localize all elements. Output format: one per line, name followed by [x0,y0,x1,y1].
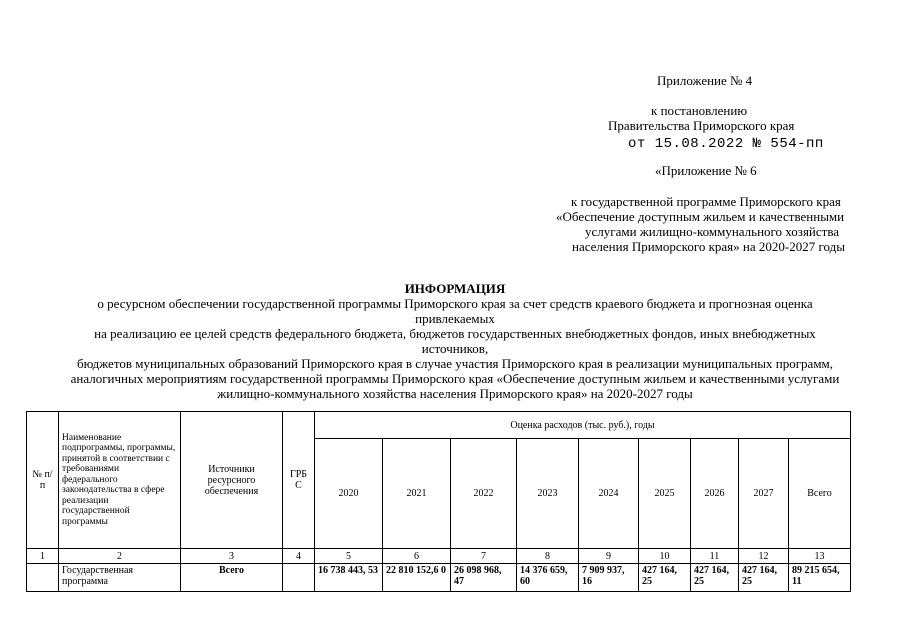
subtitle-line-3: на реализацию ее целей средств федерального бюджета, бюджетов государственных внебюджетных фондов, иных внебюджетных [94,326,816,341]
year-header: 2021 [383,439,451,549]
data-row-program [27,564,851,592]
subtitle-line-6: аналогичных мероприятиям государственной программы Приморского края «Обеспечение доступным жильем и качественными услугами [70,371,840,386]
value-cell: 26 098 968, 47 [451,564,517,592]
index-cell: 5 [315,549,383,564]
index-cell: 10 [639,549,691,564]
value-cell: 14 376 659, 60 [517,564,579,592]
appendix-government: Правительства Приморского края [608,118,795,133]
resource-table [26,411,851,592]
year-header: 2022 [451,439,517,549]
program-line-2: «Обеспечение доступным жильем и качественными [556,209,845,224]
row-source: Всего [181,564,283,592]
appendix-6-label: «Приложение № 6 [655,163,757,178]
document-title: ИНФОРМАЦИЯ [404,281,506,296]
year-header: 2025 [639,439,691,549]
index-row [27,549,851,564]
year-header: 2020 [315,439,383,549]
index-cell: 4 [283,549,315,564]
col-estimate-header: Оценка расходов (тыс. руб.), годы [315,412,851,439]
col-name-header: Наименование подпрограммы, программы, принятой в соответствии с требованиями федерального законодательства в сфере реализации государственной программы [59,412,181,549]
row-name: Государственная программа [59,564,181,592]
subtitle-line-5: бюджетов муниципальных образований Приморского края в случае участия Приморского края в реализации муниципальных программ, [76,356,834,371]
index-cell: 7 [451,549,517,564]
index-cell: 13 [789,549,851,564]
index-cell: 6 [383,549,451,564]
total-value-cell: 89 215 654, 11 [789,564,851,592]
total-header: Всего [789,439,851,549]
value-cell: 427 164, 25 [639,564,691,592]
subtitle-line-2: привлекаемых [415,311,495,326]
value-cell: 427 164, 25 [691,564,739,592]
program-line-3: услугами жилищно-коммунального хозяйства [585,224,840,239]
index-cell: 12 [739,549,789,564]
index-cell: 11 [691,549,739,564]
program-line-1: к государственной программе Приморского края [571,194,841,209]
index-cell: 9 [579,549,639,564]
value-cell: 16 738 443, 53 [315,564,383,592]
year-header: 2026 [691,439,739,549]
subtitle-line-1: о ресурсном обеспечении государственной программы Приморского края за счет средств краевого бюджета и прогнозная оценка [97,296,813,311]
value-cell: 427 164, 25 [739,564,789,592]
row-grbs [283,564,315,592]
resolution-date-stamp: от 15.08.2022 № 554-пп [628,136,824,152]
year-header: 2027 [739,439,789,549]
year-header: 2023 [517,439,579,549]
subtitle-line-7: жилищно-коммунального хозяйства населения Приморского края» на 2020-2027 годы [217,386,693,401]
index-cell: 2 [59,549,181,564]
document-heading [30,281,880,401]
year-header: 2024 [579,439,639,549]
appendix-resolution-label: к постановлению [651,103,748,118]
program-line-4: населения Приморского края» на 2020-2027 годы [572,239,845,254]
header-row-1 [27,412,851,439]
col-source-header: Источники ресурсного обеспечения [181,412,283,549]
col-grbs-header: ГРБ С [283,412,315,549]
index-cell: 8 [517,549,579,564]
appendix-number: Приложение № 4 [657,73,753,88]
value-cell: 22 810 152,6 0 [383,564,451,592]
subtitle-line-4: источников, [421,341,489,356]
value-cell: 7 909 937, 16 [579,564,639,592]
row-number [27,564,59,592]
col-number-header: № п/п [27,412,59,549]
index-cell: 3 [181,549,283,564]
index-cell: 1 [27,549,59,564]
